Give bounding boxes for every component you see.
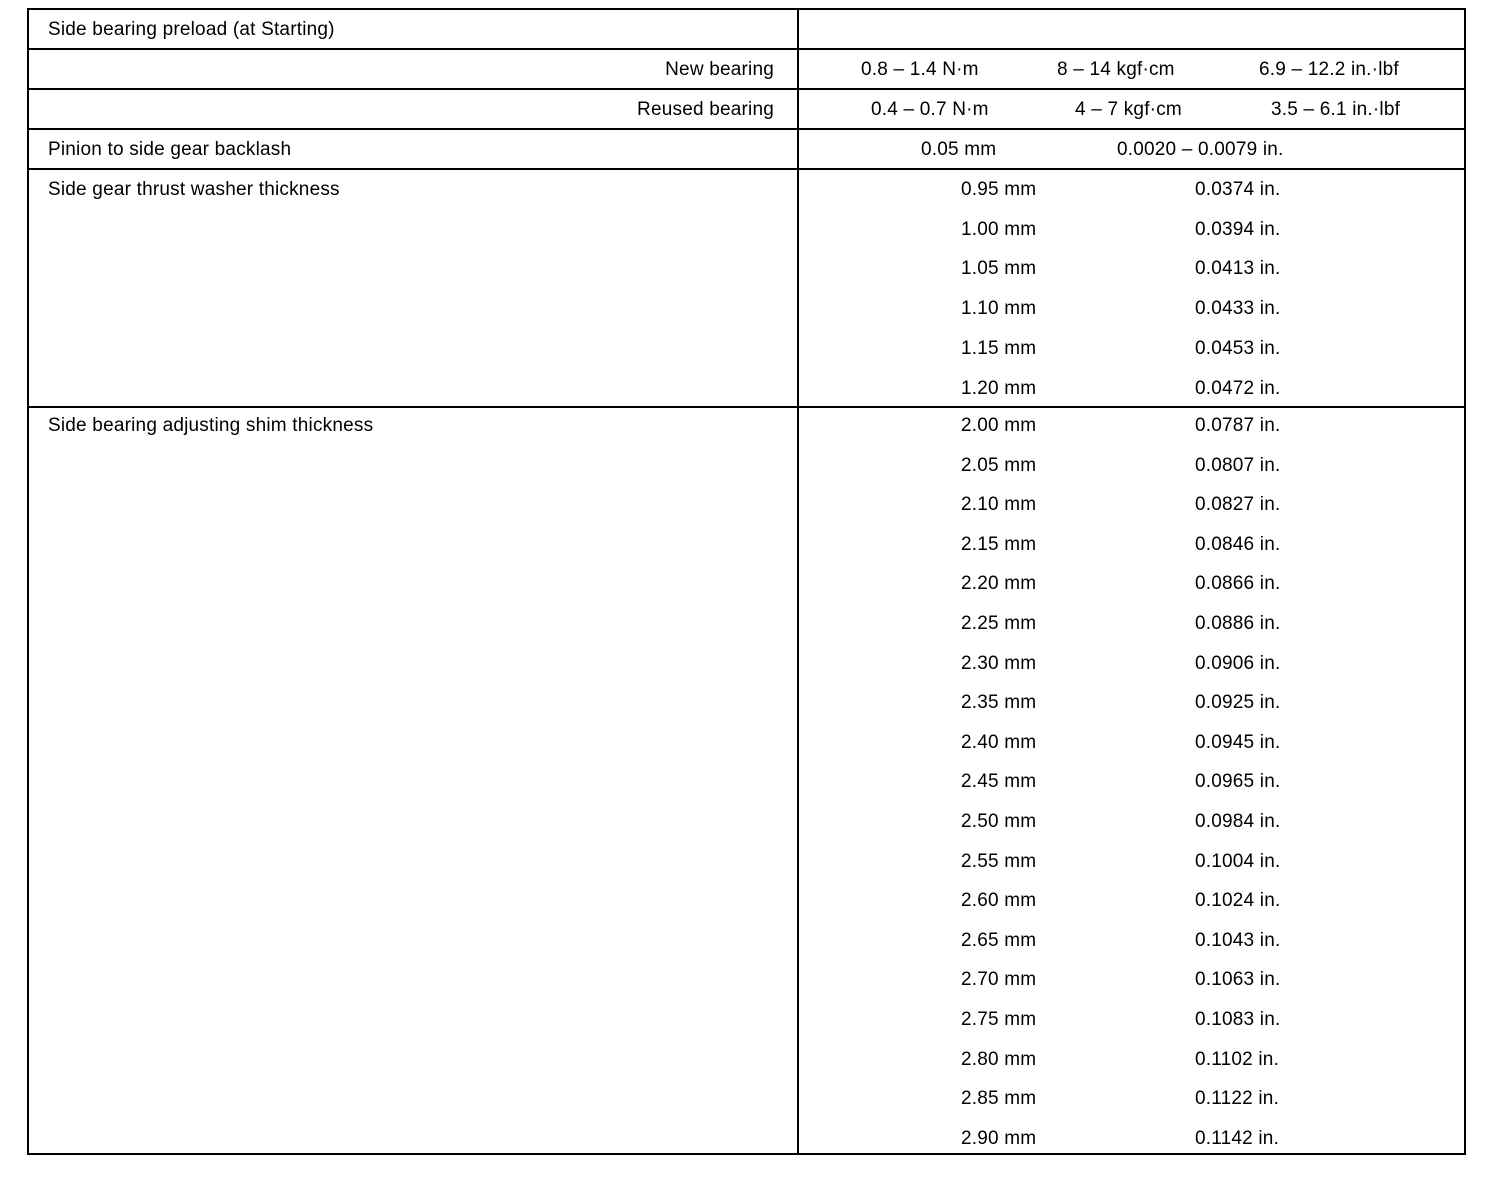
- thickness-mm-value: 2.40 mm: [961, 731, 1037, 753]
- backlash-mm: 0.05 mm: [921, 139, 997, 160]
- thickness-in-value: 0.1083 in.: [1195, 1009, 1281, 1030]
- new-bearing-kgf: 8 – 14 kgf·cm: [1057, 59, 1175, 80]
- row-reused-bearing: [29, 90, 1464, 130]
- thickness-in-value: 0.1102 in.: [1195, 1048, 1280, 1070]
- thickness-mm-value: 2.50 mm: [961, 811, 1037, 832]
- thickness-mm-value: 2.00 mm: [961, 415, 1037, 436]
- thickness-mm-value: 2.55 mm: [961, 850, 1037, 872]
- thickness-in-value: 0.0394 in.: [1195, 218, 1281, 240]
- thickness-in-value: 0.0413 in.: [1195, 258, 1281, 280]
- thickness-mm-value: 1.15 mm: [961, 337, 1037, 359]
- thickness-in-value: 0.1063 in.: [1195, 969, 1281, 991]
- thickness-in-value: 0.0787 in.: [1195, 415, 1281, 436]
- spec-table: [27, 8, 1466, 1155]
- thickness-mm-value: 2.65 mm: [961, 929, 1037, 951]
- thickness-mm-value: 2.10 mm: [961, 494, 1037, 516]
- thickness-mm-value: 2.20 mm: [961, 573, 1037, 595]
- reused-bearing-label: Reused bearing: [637, 99, 774, 120]
- thickness-mm-value: 2.15 mm: [961, 533, 1037, 555]
- thickness-in-value: 0.1004 in.: [1195, 850, 1281, 872]
- thickness-mm-value: 1.10 mm: [961, 298, 1037, 320]
- backlash-label: Pinion to side gear backlash: [48, 139, 292, 160]
- thickness-in-value: 0.1024 in.: [1195, 890, 1281, 912]
- row-shim: [29, 408, 1464, 1155]
- thickness-mm-value: 2.25 mm: [961, 613, 1037, 634]
- thickness-mm-value: 2.80 mm: [961, 1048, 1037, 1070]
- row-thrust-washer: [29, 170, 1464, 408]
- thickness-in-value: 0.0827 in.: [1195, 494, 1281, 516]
- row-backlash: [29, 130, 1464, 170]
- thickness-in-value: 0.0866 in.: [1195, 573, 1281, 595]
- reused-bearing-nm: 0.4 – 0.7 N·m: [871, 99, 989, 120]
- thickness-in-value: 0.0472 in.: [1195, 377, 1281, 399]
- thickness-mm-value: 1.05 mm: [961, 258, 1037, 280]
- thickness-in-value: 0.0886 in.: [1195, 613, 1281, 634]
- thickness-mm-value: 2.05 mm: [961, 454, 1037, 476]
- thickness-in-value: 0.0453 in.: [1195, 337, 1281, 359]
- new-bearing-inlbf: 6.9 – 12.2 in.·lbf: [1259, 59, 1399, 80]
- thickness-in-value: 0.0945 in.: [1195, 731, 1281, 753]
- thickness-in-value: 0.1043 in.: [1195, 929, 1281, 951]
- reused-bearing-inlbf: 3.5 – 6.1 in.·lbf: [1271, 99, 1401, 120]
- thrust-washer-label: Side gear thrust washer thickness: [48, 179, 340, 200]
- thickness-in-value: 0.0906 in.: [1195, 652, 1281, 674]
- thickness-in-value: 0.0846 in.: [1195, 533, 1281, 555]
- thickness-mm-value: 2.35 mm: [961, 692, 1037, 714]
- new-bearing-label: New bearing: [665, 59, 774, 80]
- thickness-in-value: 0.0807 in.: [1195, 454, 1281, 476]
- thickness-mm-value: 2.45 mm: [961, 771, 1037, 793]
- thickness-mm-value: 2.60 mm: [961, 890, 1037, 912]
- thickness-in-value: 0.0984 in.: [1195, 811, 1281, 832]
- thickness-mm-value: 2.85 mm: [961, 1088, 1037, 1110]
- thickness-mm-value: 2.90 mm: [961, 1127, 1037, 1149]
- backlash-in: 0.0020 – 0.0079 in.: [1117, 139, 1284, 160]
- thickness-mm-value: 0.95 mm: [961, 179, 1037, 200]
- thickness-in-value: 0.0433 in.: [1195, 298, 1281, 320]
- preload-title: Side bearing preload (at Starting): [48, 19, 335, 40]
- new-bearing-nm: 0.8 – 1.4 N·m: [861, 59, 979, 80]
- thickness-in-value: 0.1142 in.: [1195, 1127, 1280, 1149]
- thickness-in-value: 0.1122 in.: [1195, 1088, 1280, 1110]
- thickness-mm-value: 2.70 mm: [961, 969, 1037, 991]
- thickness-mm-value: 2.75 mm: [961, 1009, 1037, 1030]
- thickness-mm-value: 2.30 mm: [961, 652, 1037, 674]
- shim-label: Side bearing adjusting shim thickness: [48, 415, 374, 436]
- thickness-mm-value: 1.20 mm: [961, 377, 1037, 399]
- thickness-in-value: 0.0965 in.: [1195, 771, 1281, 793]
- thickness-in-value: 0.0374 in.: [1195, 179, 1281, 200]
- row-new-bearing: [29, 50, 1464, 90]
- row-preload-title: [29, 10, 1464, 50]
- thickness-in-value: 0.0925 in.: [1195, 692, 1281, 714]
- thickness-mm-value: 1.00 mm: [961, 218, 1037, 240]
- reused-bearing-kgf: 4 – 7 kgf·cm: [1075, 99, 1182, 120]
